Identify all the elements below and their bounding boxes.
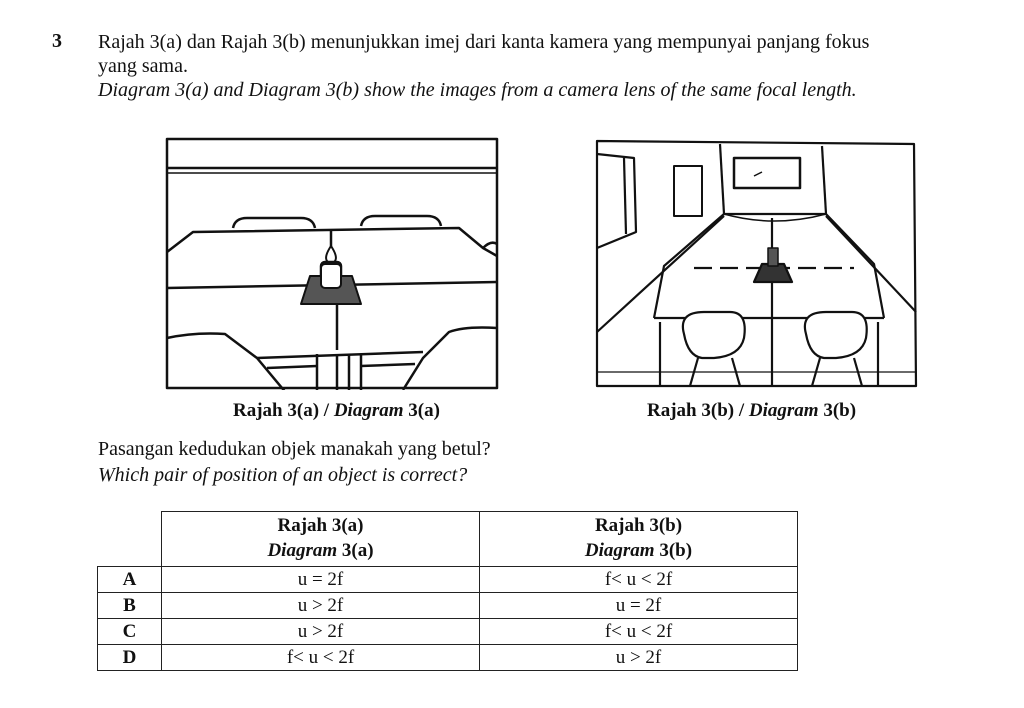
- option-row-d[interactable]: [98, 645, 798, 671]
- diagram-3a-image: [165, 136, 499, 390]
- caption-3a-english: Diagram: [333, 400, 404, 421]
- option-c-diagram-3b: f< u < 2f: [480, 619, 798, 645]
- caption-3b-suffix: 3(b): [818, 400, 857, 421]
- option-letter[interactable]: A: [98, 567, 162, 593]
- caption-diagram-3a: [233, 400, 440, 422]
- header-diagram-3b: [480, 512, 798, 567]
- option-c-diagram-3a: u > 2f: [162, 619, 480, 645]
- option-d-diagram-3b: u > 2f: [480, 645, 798, 671]
- header-3a-suffix: 3(a): [337, 540, 374, 561]
- header-diagram-3a: [162, 512, 480, 567]
- stem-english: Diagram 3(a) and Diagram 3(b) show the images from a camera lens of the same focal length.: [98, 79, 857, 101]
- diagram-3b-image: [594, 136, 918, 388]
- caption-3b-english: Diagram: [748, 400, 819, 421]
- table-header-row: [98, 512, 798, 567]
- header-3a-english: Diagram: [267, 540, 338, 561]
- option-b-diagram-3b: u = 2f: [480, 593, 798, 619]
- answer-options-table: [97, 511, 798, 671]
- option-a-diagram-3a: u = 2f: [162, 567, 480, 593]
- header-blank-cell: [98, 512, 162, 567]
- option-row-c[interactable]: [98, 619, 798, 645]
- option-letter[interactable]: C: [98, 619, 162, 645]
- header-3a-malay: Rajah 3(a): [277, 515, 364, 536]
- prompt-malay: Pasangan kedudukan objek manakah yang betul?: [98, 438, 491, 460]
- option-row-b[interactable]: [98, 593, 798, 619]
- option-letter[interactable]: B: [98, 593, 162, 619]
- option-b-diagram-3a: u > 2f: [162, 593, 480, 619]
- option-row-a[interactable]: [98, 567, 798, 593]
- header-3b-malay: Rajah 3(b): [594, 515, 683, 536]
- question-stem: [98, 30, 998, 102]
- caption-3a-malay: Rajah 3(a) /: [233, 400, 334, 421]
- question-number: 3: [52, 30, 62, 52]
- option-d-diagram-3a: f< u < 2f: [162, 645, 480, 671]
- caption-diagram-3b: [647, 400, 856, 422]
- header-3b-suffix: 3(b): [654, 540, 693, 561]
- question-prompt: [98, 436, 491, 488]
- caption-3b-malay: Rajah 3(b) /: [647, 400, 749, 421]
- stem-malay-line2: yang sama.: [98, 55, 188, 77]
- stem-malay-line1: Rajah 3(a) dan Rajah 3(b) menunjukkan imej dari kanta kamera yang mempunyai panjang fokus: [98, 31, 870, 53]
- option-letter[interactable]: D: [98, 645, 162, 671]
- prompt-english: Which pair of position of an object is correct?: [98, 464, 468, 486]
- option-a-diagram-3b: f< u < 2f: [480, 567, 798, 593]
- header-3b-english: Diagram: [584, 540, 655, 561]
- caption-3a-suffix: 3(a): [403, 400, 440, 421]
